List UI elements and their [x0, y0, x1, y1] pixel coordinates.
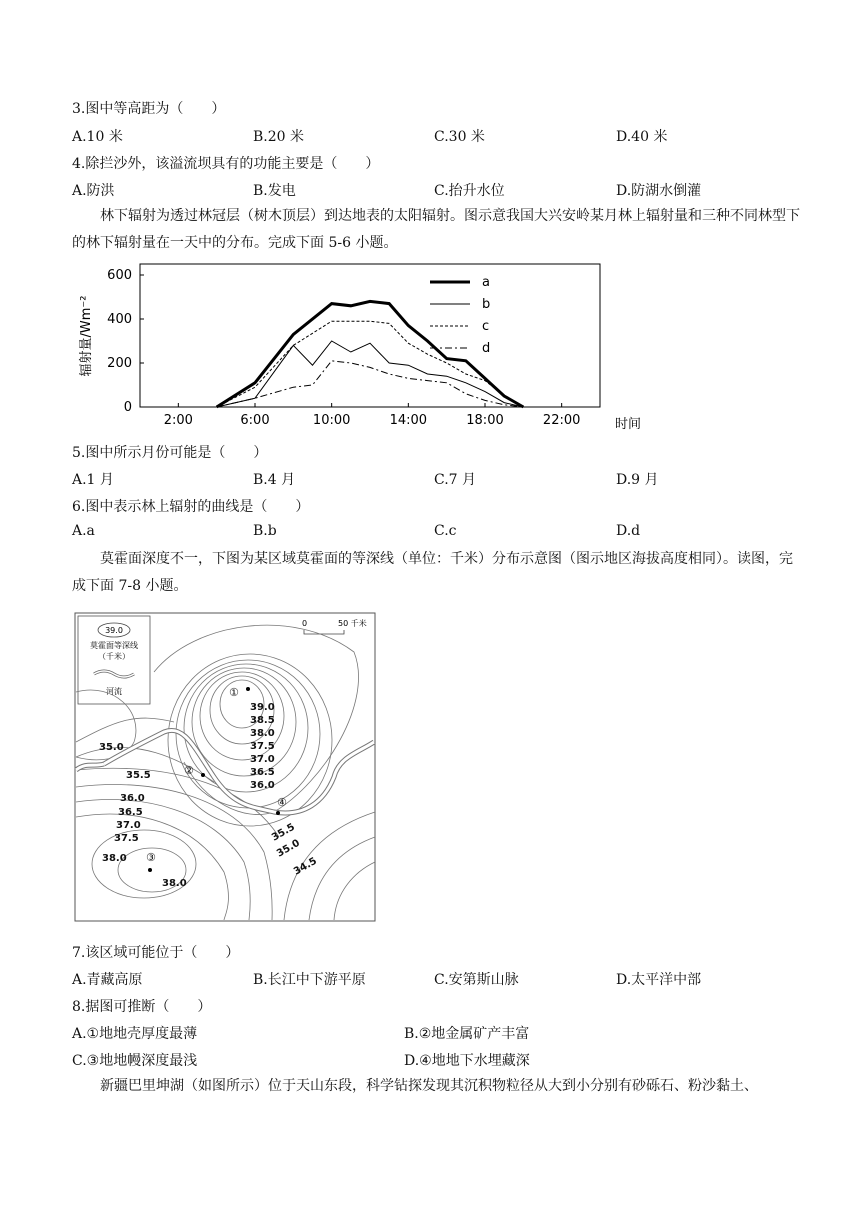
contour-label: 34.5 — [292, 855, 319, 878]
q8-option-a: A.①地地壳厚度最薄 — [72, 1026, 198, 1042]
contour-label: 38.0 — [102, 853, 127, 864]
intro-9: 新疆巴里坤湖（如图所示）位于天山东段，科学钻探发现其沉积物粒径从大到小分别有砂砾石、粉沙黏土、 — [100, 1078, 758, 1094]
contour-label: 38.0 — [162, 878, 187, 889]
q8-option-b: B.②地金属矿产丰富 — [404, 1026, 530, 1042]
q7-stem: 7.该区域可能位于（ ） — [72, 945, 240, 961]
q4-option-b: B.发电 — [253, 183, 296, 199]
q6-option-d: D.d — [616, 523, 641, 539]
q3-option-a: A.10 米 — [72, 129, 123, 145]
q4-stem: 4.除拦沙外，该溢流坝具有的功能主要是（ ） — [72, 156, 380, 172]
scale-zero: 0 — [302, 619, 308, 628]
legend-value: 39.0 — [105, 626, 123, 635]
point-4: ④ — [277, 796, 287, 809]
q7-option-d: D.太平洋中部 — [616, 972, 702, 988]
q5-option-d: D.9 月 — [616, 472, 659, 488]
series-line-a — [217, 301, 524, 407]
q4-option-d: D.防湖水倒灌 — [616, 183, 702, 199]
contour-label: 36.0 — [250, 780, 275, 791]
legend-label-c: c — [482, 319, 490, 334]
q7-option-a: A.青藏高原 — [72, 972, 143, 988]
y-axis-label: 辐射量/Wm⁻² — [79, 295, 94, 377]
q5-stem: 5.图中所示月份可能是（ ） — [72, 445, 268, 461]
q3-option-b: B.20 米 — [253, 129, 305, 145]
y-tick-label: 0 — [123, 400, 132, 415]
x-tick-label: 10:00 — [312, 413, 351, 428]
q6-option-b: B.b — [253, 523, 277, 539]
legend-river: 河流 — [106, 687, 122, 696]
contour-label: 36.5 — [250, 767, 275, 778]
legend-label-2: （千米） — [98, 652, 130, 661]
series-line-c — [217, 321, 524, 407]
contour-label: 35.0 — [275, 837, 302, 860]
y-tick-label: 400 — [107, 312, 132, 327]
x-tick-label: 6:00 — [240, 413, 270, 428]
q8-option-c: C.③地地幔深度最浅 — [72, 1053, 198, 1069]
q5-option-b: B.4 月 — [253, 472, 296, 488]
contour-label: 38.5 — [250, 715, 275, 726]
q5-option-c: C.7 月 — [434, 472, 477, 488]
legend-label-d: d — [482, 341, 491, 356]
x-tick-label: 18:00 — [466, 413, 504, 428]
q7-option-b: B.长江中下游平原 — [253, 972, 366, 988]
legend-label-a: a — [482, 275, 490, 290]
x-tick-label: 2:00 — [163, 413, 193, 428]
point-2: ② — [184, 764, 194, 777]
legend-label-b: b — [482, 297, 491, 312]
q3-stem: 3.图中等高距为（ ） — [72, 101, 226, 117]
q8-stem: 8.据图可推断（ ） — [72, 999, 212, 1015]
legend-label-1: 莫霍面等深线 — [90, 641, 138, 650]
point-1: ① — [229, 686, 239, 699]
q3-option-c: C.30 米 — [434, 129, 485, 145]
intro-5-6: 林下辐射为透过林冠层（树木顶层）到达地表的太阳辐射。图示意我国大兴安岭某月林上辐射量和三种不同林型下的林下辐射量在一天中的分布。完成下面 5-6 小题。 — [72, 208, 800, 251]
contour-label: 35.0 — [99, 742, 124, 753]
y-tick-label: 600 — [107, 268, 132, 283]
moho-map — [74, 612, 376, 922]
x-tick-label: 22:00 — [542, 413, 581, 428]
q6-stem: 6.图中表示林上辐射的曲线是（ ） — [72, 499, 310, 515]
q6-option-a: A.a — [72, 523, 95, 539]
contour-label: 37.0 — [116, 820, 141, 831]
q7-option-c: C.安第斯山脉 — [434, 972, 519, 988]
point-3: ③ — [146, 851, 156, 864]
y-tick-label: 200 — [107, 356, 132, 371]
contour-label: 37.5 — [250, 741, 275, 752]
scale-50: 50 千米 — [338, 619, 367, 628]
contour-label: 37.0 — [250, 754, 275, 765]
contour-label: 38.0 — [250, 728, 275, 739]
series-line-d — [217, 361, 524, 407]
q3-option-d: D.40 米 — [616, 129, 668, 145]
contour-label: 39.0 — [250, 702, 275, 713]
q5-option-a: A.1 月 — [72, 472, 114, 488]
x-axis-label: 时间 — [615, 417, 642, 432]
q4-option-a: A.防洪 — [72, 183, 115, 199]
plot-frame — [140, 264, 600, 407]
contour-label: 35.5 — [270, 821, 297, 844]
x-tick-label: 14:00 — [389, 413, 428, 428]
q8-option-d: D.④地地下水埋藏深 — [404, 1053, 530, 1069]
contour-label: 36.0 — [120, 793, 145, 804]
contour-label: 35.5 — [126, 770, 151, 781]
contour-label: 36.5 — [118, 807, 143, 818]
q4-option-c: C.抬升水位 — [434, 183, 505, 199]
contour-label: 37.5 — [114, 833, 139, 844]
q6-option-c: C.c — [434, 523, 457, 539]
intro-7-8: 莫霍面深度不一，下图为某区域莫霍面的等深线（单位：千米）分布示意图（图示地区海拔高度相同）。读图，完成下面 7-8 小题。 — [72, 551, 793, 594]
radiation-chart — [70, 258, 650, 438]
